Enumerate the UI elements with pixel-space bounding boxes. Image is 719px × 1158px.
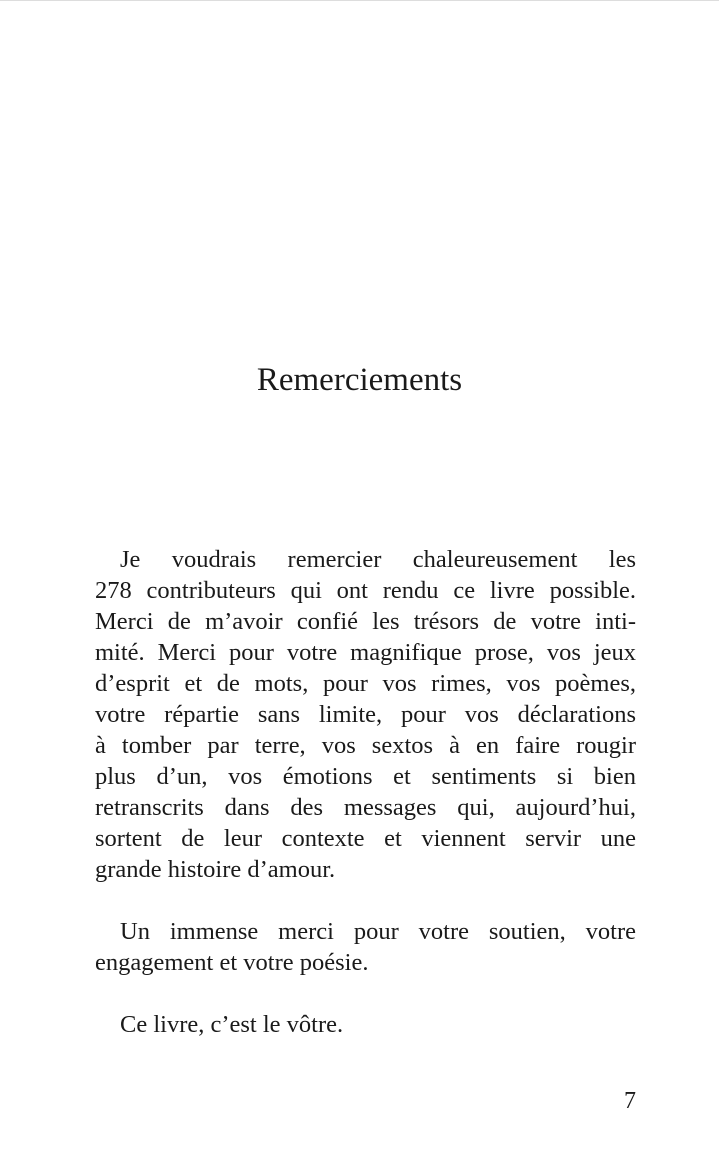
text-line: engagement et votre poésie.: [95, 949, 369, 976]
text-line: votre répartie sans limite, pour vos déclarations: [95, 701, 636, 728]
text-line: mité. Merci pour votre magnifique prose, vos jeux: [95, 639, 636, 666]
paragraph: [95, 916, 636, 978]
text-line: sortent de leur contexte et viennent servir une: [95, 825, 636, 852]
text-line: Un immense merci pour votre soutien, votre: [120, 918, 636, 945]
text-line: grande histoire d’amour.: [95, 856, 336, 883]
text-line: Merci de m’avoir confié les trésors de votre inti-: [95, 608, 636, 635]
text-line: à tomber par terre, vos sextos à en faire rougir: [95, 732, 636, 759]
text-line: Je voudrais remercier chaleureusement les: [120, 546, 636, 573]
text-line: plus d’un, vos émotions et sentiments si bien: [95, 763, 636, 790]
text-line: Ce livre, c’est le vôtre.: [120, 1011, 344, 1038]
paragraph-gap: [95, 978, 636, 1009]
paragraph: [95, 1009, 636, 1040]
text-line: d’esprit et de mots, pour vos rimes, vos poèmes,: [95, 670, 636, 697]
page-number: 7: [624, 1088, 636, 1114]
acknowledgements-body: [95, 544, 636, 1040]
page-title: Remerciements: [256, 362, 463, 398]
page-top-border: [0, 0, 719, 1]
text-line: 278 contributeurs qui ont rendu ce livre possible.: [95, 577, 636, 604]
text-line: retranscrits dans des messages qui, aujourd’hui,: [95, 794, 636, 821]
paragraph: [95, 544, 636, 885]
paragraph-gap: [95, 885, 636, 916]
